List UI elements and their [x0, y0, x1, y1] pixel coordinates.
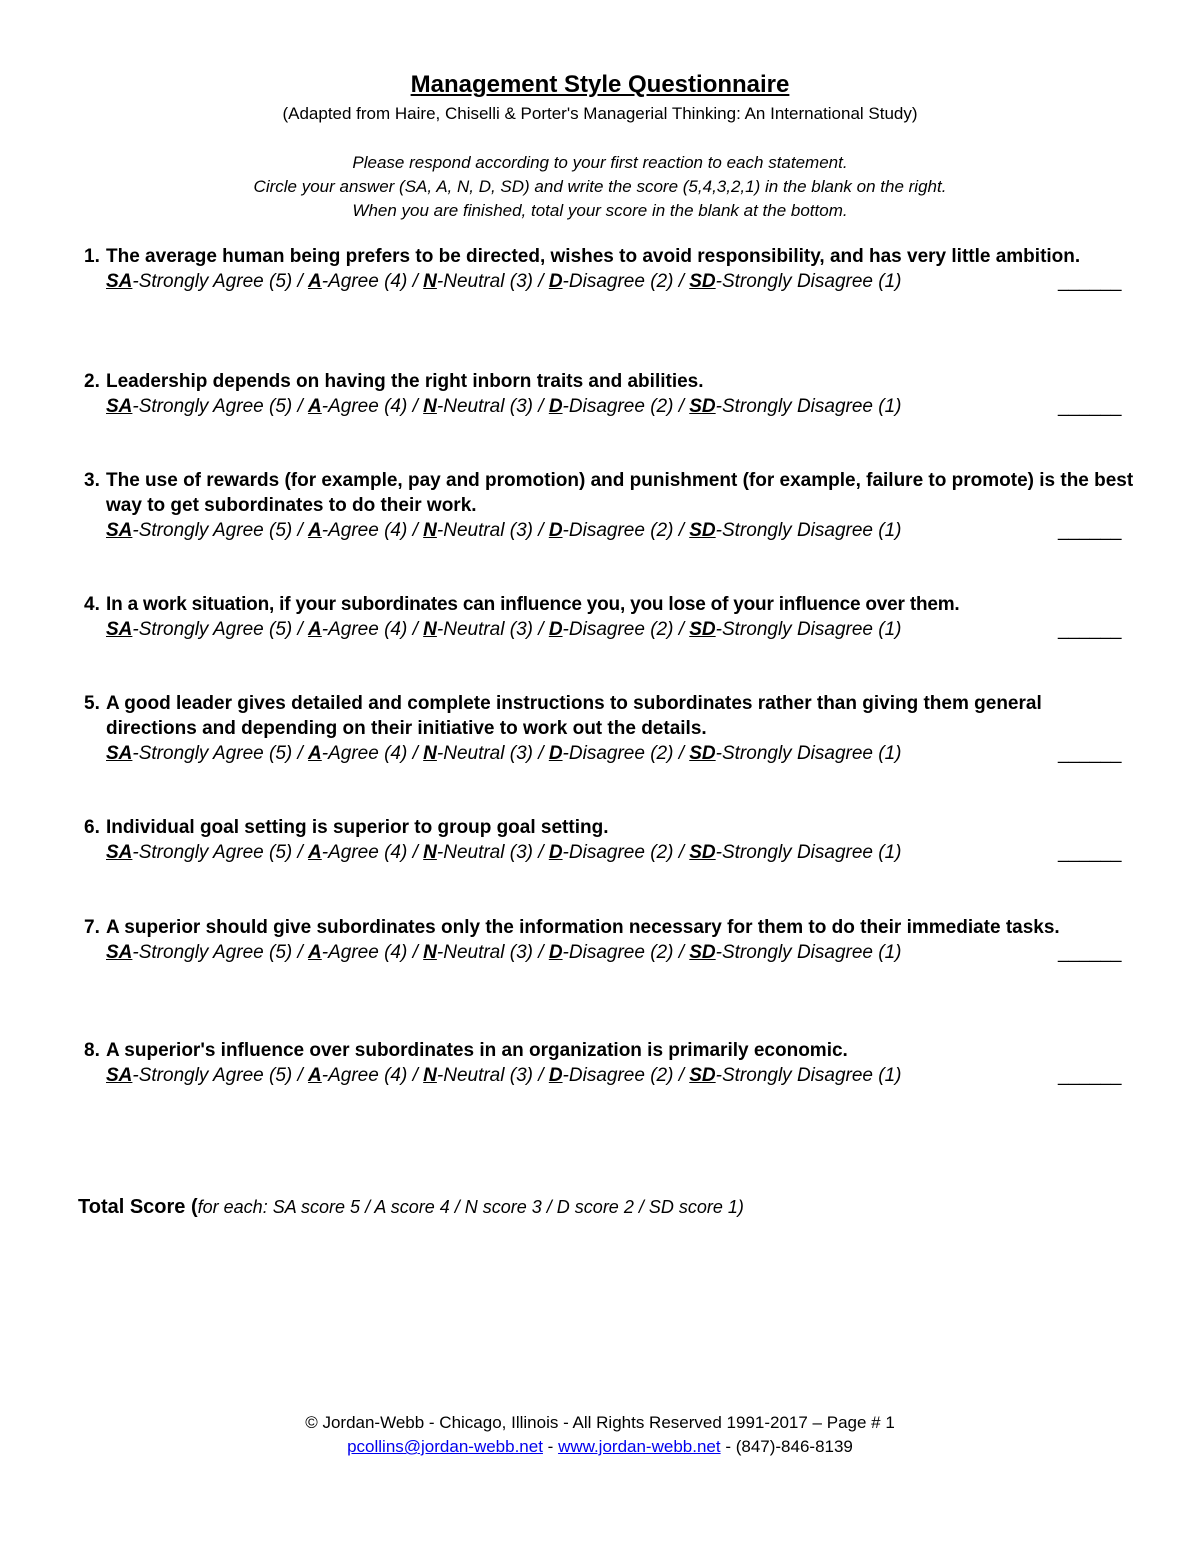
option-a[interactable]: A — [308, 396, 322, 417]
option-n[interactable]: N — [423, 271, 437, 292]
option-n-label: -Neutral (3) / — [436, 520, 549, 541]
option-a-label: -Agree (4) / — [321, 942, 424, 963]
option-a-label: -Agree (4) / — [321, 743, 424, 764]
question-text: A superior should give subordinates only the information necessary for them to do their immediate tasks. — [106, 917, 1060, 938]
answer-scale — [106, 518, 1134, 544]
question-number: 6. — [84, 817, 100, 838]
question-text: In a work situation, if your subordinates can influence you, you lose of your influence over them. — [106, 594, 960, 615]
option-sa[interactable]: SA — [106, 520, 133, 541]
option-sd-label: -Strongly Disagree (1) — [715, 942, 902, 963]
score-blank[interactable]: ______ — [1058, 396, 1122, 417]
option-n-label: -Neutral (3) / — [436, 942, 549, 963]
option-d[interactable]: D — [548, 942, 563, 963]
question-number: 5. — [84, 693, 100, 714]
option-sd-label: -Strongly Disagree (1) — [715, 271, 902, 292]
option-d-label: -Disagree (2) / — [562, 619, 690, 640]
option-sa-label: -Strongly Agree (5) / — [132, 619, 309, 640]
option-sd[interactable]: SD — [689, 942, 716, 963]
option-sa-label: -Strongly Agree (5) / — [132, 520, 309, 541]
score-blank[interactable]: ______ — [1058, 520, 1122, 541]
contact-line — [0, 1435, 1200, 1459]
question-5 — [84, 691, 1134, 767]
option-d[interactable]: D — [548, 743, 563, 764]
score-blank[interactable]: ______ — [1058, 271, 1122, 292]
website-link[interactable]: www.jordan-webb.net — [558, 1437, 721, 1456]
option-sd[interactable]: SD — [689, 743, 716, 764]
instructions — [0, 151, 1200, 223]
option-sd[interactable]: SD — [689, 619, 716, 640]
question-text: Individual goal setting is superior to group goal setting. — [106, 817, 609, 838]
separator: - — [542, 1437, 559, 1456]
question-text: A good leader gives detailed and complete instructions to subordinates rather than giving them general directions and depending on their initiative to work out the details. — [106, 693, 1042, 739]
option-a[interactable]: A — [308, 271, 322, 292]
answer-scale — [106, 394, 1134, 420]
option-sd[interactable]: SD — [689, 842, 716, 863]
option-n[interactable]: N — [423, 396, 437, 417]
option-d[interactable]: D — [548, 842, 563, 863]
option-sd-label: -Strongly Disagree (1) — [715, 396, 902, 417]
option-sa-label: -Strongly Agree (5) / — [132, 271, 309, 292]
option-d-label: -Disagree (2) / — [562, 743, 690, 764]
option-d-label: -Disagree (2) / — [562, 942, 690, 963]
option-sa-label: -Strongly Agree (5) / — [132, 1065, 309, 1086]
question-text: Leadership depends on having the right inborn traits and abilities. — [106, 371, 704, 392]
question-text: The average human being prefers to be directed, wishes to avoid responsibility, and has very little ambition. — [106, 246, 1081, 267]
option-d[interactable]: D — [548, 520, 563, 541]
option-d-label: -Disagree (2) / — [562, 1065, 690, 1086]
option-n-label: -Neutral (3) / — [436, 743, 549, 764]
option-sa[interactable]: SA — [106, 1065, 133, 1086]
option-sd[interactable]: SD — [689, 1065, 716, 1086]
subtitle: (Adapted from Haire, Chiselli & Porter's Managerial Thinking: An International Study) — [282, 104, 918, 123]
option-d-label: -Disagree (2) / — [562, 396, 690, 417]
option-n[interactable]: N — [423, 1065, 437, 1086]
option-sa[interactable]: SA — [106, 396, 133, 417]
option-sd-label: -Strongly Disagree (1) — [715, 619, 902, 640]
question-number: 4. — [84, 594, 100, 615]
option-a-label: -Agree (4) / — [321, 619, 424, 640]
option-sd-label: -Strongly Disagree (1) — [715, 520, 902, 541]
answer-scale — [106, 940, 1134, 966]
answer-scale — [106, 269, 1134, 295]
question-2 — [84, 369, 1134, 420]
question-3 — [84, 468, 1134, 544]
option-sa-label: -Strongly Agree (5) / — [132, 743, 309, 764]
option-a-label: -Agree (4) / — [321, 1065, 424, 1086]
instruction-line: Please respond according to your first reaction to each statement. — [352, 153, 848, 172]
total-score-label: Total Score ( — [78, 1196, 198, 1218]
answer-scale — [106, 741, 1134, 767]
page-title: Management Style Questionnaire — [410, 71, 790, 98]
option-sa[interactable]: SA — [106, 619, 133, 640]
option-sa[interactable]: SA — [106, 842, 133, 863]
option-a[interactable]: A — [308, 942, 322, 963]
question-number: 1. — [84, 246, 100, 267]
option-a-label: -Agree (4) / — [321, 271, 424, 292]
answer-scale — [106, 617, 1134, 643]
question-text: The use of rewards (for example, pay and promotion) and punishment (for example, failure to promote) is the best way to get subordinates to do their work. — [106, 470, 1134, 516]
question-number: 2. — [84, 371, 100, 392]
score-blank[interactable]: ______ — [1058, 942, 1122, 963]
instruction-line: Circle your answer (SA, A, N, D, SD) and write the score (5,4,3,2,1) in the blank on the right. — [253, 177, 947, 196]
option-a-label: -Agree (4) / — [321, 842, 424, 863]
option-sd[interactable]: SD — [689, 271, 716, 292]
copyright-line: © Jordan-Webb - Chicago, Illinois - All Rights Reserved 1991-2017 – Page # 1 — [305, 1413, 895, 1432]
option-a-label: -Agree (4) / — [321, 520, 424, 541]
option-d-label: -Disagree (2) / — [562, 520, 690, 541]
option-sa[interactable]: SA — [106, 942, 133, 963]
option-sa-label: -Strongly Agree (5) / — [132, 942, 309, 963]
option-n-label: -Neutral (3) / — [436, 1065, 549, 1086]
option-d[interactable]: D — [548, 271, 563, 292]
question-7 — [84, 915, 1134, 966]
question-1 — [84, 244, 1134, 295]
footer — [0, 1411, 1200, 1459]
option-n-label: -Neutral (3) / — [436, 842, 549, 863]
option-a[interactable]: A — [308, 842, 322, 863]
question-text: A superior's influence over subordinates in an organization is primarily economic. — [106, 1040, 848, 1061]
instruction-line: When you are finished, total your score in the blank at the bottom. — [352, 201, 848, 220]
option-d[interactable]: D — [548, 1065, 563, 1086]
email-link[interactable]: pcollins@jordan-webb.net — [347, 1437, 543, 1456]
question-6 — [84, 815, 1134, 866]
option-d-label: -Disagree (2) / — [562, 842, 690, 863]
option-d-label: -Disagree (2) / — [562, 271, 690, 292]
option-sa-label: -Strongly Agree (5) / — [132, 842, 309, 863]
option-n[interactable]: N — [423, 619, 437, 640]
option-sd-label: -Strongly Disagree (1) — [715, 842, 902, 863]
option-sa-label: -Strongly Agree (5) / — [132, 396, 309, 417]
option-n-label: -Neutral (3) / — [436, 619, 549, 640]
option-n[interactable]: N — [423, 942, 437, 963]
score-blank[interactable]: ______ — [1058, 842, 1122, 863]
option-n-label: -Neutral (3) / — [436, 271, 549, 292]
option-a-label: -Agree (4) / — [321, 396, 424, 417]
question-number: 8. — [84, 1040, 100, 1061]
option-sd[interactable]: SD — [689, 396, 716, 417]
score-blank[interactable]: ______ — [1058, 1065, 1122, 1086]
total-score — [78, 1193, 744, 1221]
question-4 — [84, 592, 1134, 643]
option-sa[interactable]: SA — [106, 743, 133, 764]
option-sd-label: -Strongly Disagree (1) — [715, 743, 902, 764]
score-blank[interactable]: ______ — [1058, 619, 1122, 640]
option-a[interactable]: A — [308, 1065, 322, 1086]
option-n[interactable]: N — [423, 520, 437, 541]
option-n[interactable]: N — [423, 842, 437, 863]
question-8 — [84, 1038, 1134, 1089]
total-score-detail: for each: SA score 5 / A score 4 / N score 3 / D score 2 / SD score 1) — [197, 1197, 744, 1217]
question-number: 7. — [84, 917, 100, 938]
option-sd[interactable]: SD — [689, 520, 716, 541]
option-sa[interactable]: SA — [106, 271, 133, 292]
option-a[interactable]: A — [308, 520, 322, 541]
option-d[interactable]: D — [548, 396, 563, 417]
answer-scale — [106, 1063, 1134, 1089]
phone-number: - (847)-846-8139 — [720, 1437, 853, 1456]
option-a[interactable]: A — [308, 743, 322, 764]
option-a[interactable]: A — [308, 619, 322, 640]
answer-scale — [106, 840, 1134, 866]
option-d[interactable]: D — [548, 619, 563, 640]
option-n[interactable]: N — [423, 743, 437, 764]
option-sd-label: -Strongly Disagree (1) — [715, 1065, 902, 1086]
score-blank[interactable]: ______ — [1058, 743, 1122, 764]
option-n-label: -Neutral (3) / — [436, 396, 549, 417]
question-number: 3. — [84, 470, 100, 491]
